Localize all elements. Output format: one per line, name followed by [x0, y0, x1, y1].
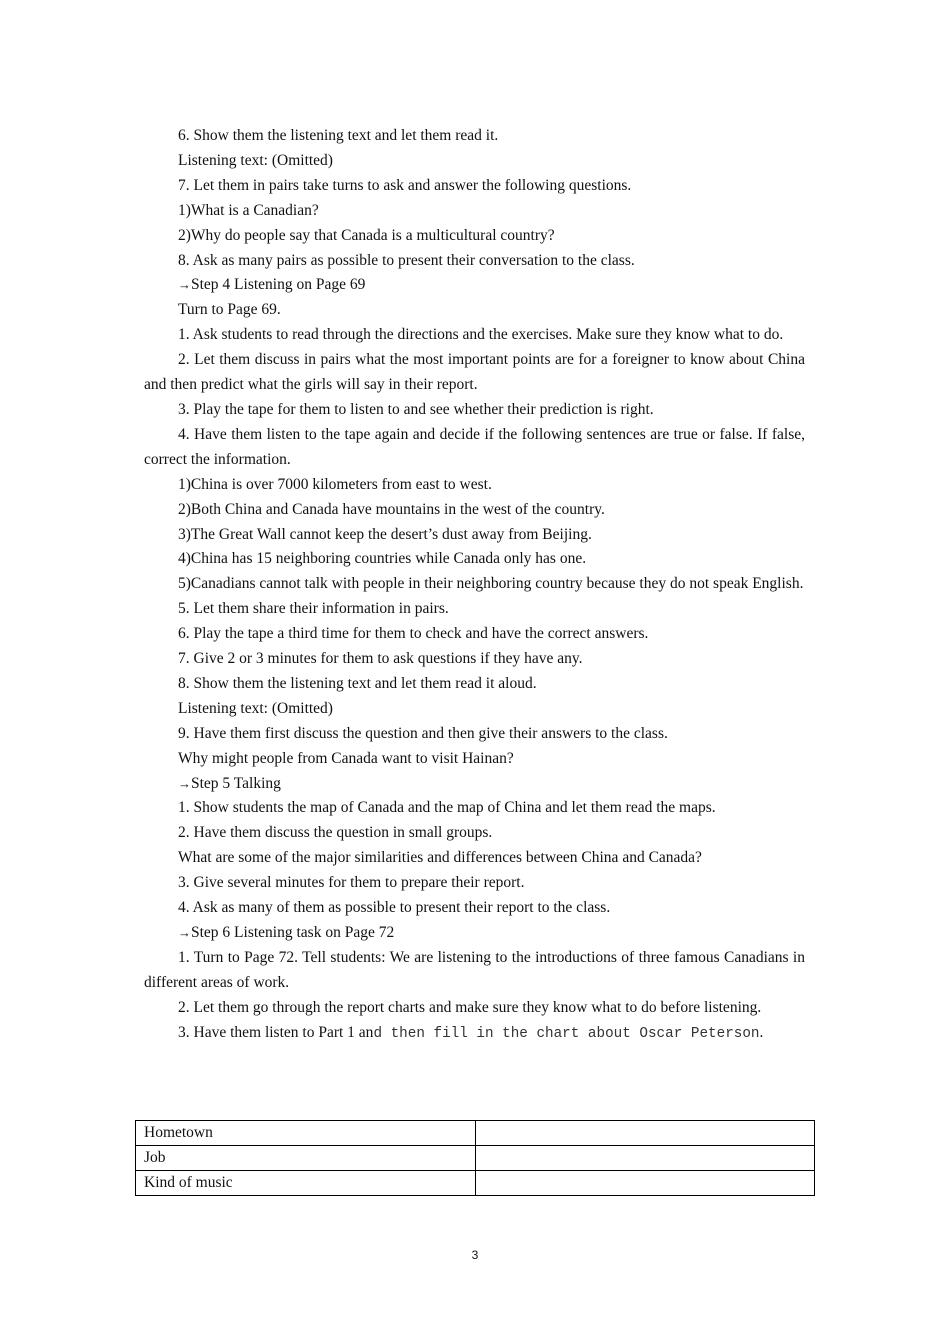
paragraph: 8. Show them the listening text and let them read it aloud. — [178, 674, 537, 692]
statement-item: 2)Both China and Canada have mountains in the west of the country. — [178, 500, 605, 518]
step-heading-text: Step 6 Listening task on Page 72 — [191, 924, 395, 941]
paragraph: 2. Let them discuss in pairs what the most important points are for a foreigner to know about China and then predict what the girls will say in their report. — [144, 351, 805, 394]
chart-row-label: Hometown — [136, 1121, 476, 1146]
statement-item: 1)China is over 7000 kilometers from east to west. — [178, 475, 492, 493]
paragraph: Listening text: (Omitted) — [178, 699, 333, 717]
paragraph: 7. Give 2 or 3 minutes for them to ask questions if they have any. — [178, 650, 583, 668]
chart-answer-cell[interactable] — [476, 1121, 815, 1146]
statement-item: 4)China has 15 neighboring countries while Canada only has one. — [178, 550, 587, 568]
paragraph-text-mono: d then fill in the chart about Oscar Peterson — [373, 1025, 760, 1042]
question-item: 1)What is a Canadian? — [178, 201, 319, 219]
paragraph-text-end: . — [759, 1023, 764, 1041]
paragraph: 3. Give several minutes for them to prepare their report. — [178, 874, 525, 892]
page-number: 3 — [471, 1248, 479, 1262]
paragraph-text: 3. Have them listen to Part 1 an — [178, 1023, 374, 1041]
paragraph: 4. Ask as many of them as possible to present their report to the class. — [178, 899, 611, 917]
paragraph: 6. Show them the listening text and let them read it. — [178, 127, 499, 144]
chart-row-label: Job — [136, 1146, 476, 1171]
paragraph: Why might people from Canada want to visit Hainan? — [178, 749, 514, 767]
document-body — [144, 124, 805, 1047]
paragraph: What are some of the major similarities and differences between China and Canada? — [178, 849, 702, 867]
paragraph — [144, 1021, 805, 1047]
paragraph: 5. Let them share their information in pairs. — [178, 600, 449, 618]
paragraph: 9. Have them first discuss the question and then give their answers to the class. — [178, 724, 668, 742]
chart-row-label: Kind of music — [136, 1171, 476, 1196]
step-heading-text: Step 4 Listening on Page 69 — [191, 276, 366, 294]
question-item: 2)Why do people say that Canada is a multicultural country? — [178, 226, 555, 244]
table-row — [136, 1121, 815, 1146]
arrow-icon: → — [178, 277, 191, 293]
statement-item: 5)Canadians cannot talk with people in their neighboring country because they do not speak English. — [178, 575, 804, 593]
step-heading — [144, 921, 805, 946]
statement-item: 3)The Great Wall cannot keep the desert’s dust away from Beijing. — [178, 525, 592, 543]
arrow-icon: → — [178, 925, 191, 940]
paragraph: 1. Ask students to read through the directions and the exercises. Make sure they know what to do. — [178, 326, 784, 344]
paragraph: 2. Let them go through the report charts and make sure they know what to do before listening. — [178, 998, 762, 1016]
paragraph: 2. Have them discuss the question in small groups. — [178, 824, 493, 842]
arrow-icon: → — [178, 775, 191, 791]
paragraph: 7. Let them in pairs take turns to ask and answer the following questions. — [178, 176, 632, 194]
table-row — [136, 1171, 815, 1196]
step-heading-text: Step 5 Talking — [191, 774, 281, 792]
step-heading — [144, 772, 805, 797]
paragraph: 3. Play the tape for them to listen to and see whether their prediction is right. — [178, 400, 654, 418]
chart-answer-cell[interactable] — [476, 1146, 815, 1171]
chart-answer-cell[interactable] — [476, 1171, 815, 1196]
report-chart — [135, 1120, 815, 1196]
paragraph: 1. Turn to Page 72. Tell students: We are listening to the introductions of three famous Canadians in different areas of work. — [144, 948, 805, 991]
paragraph: 8. Ask as many pairs as possible to present their conversation to the class. — [178, 251, 635, 269]
table-row — [136, 1146, 815, 1171]
paragraph: 6. Play the tape a third time for them to check and have the correct answers. — [178, 625, 649, 643]
paragraph: 1. Show students the map of Canada and the map of China and let them read the maps. — [178, 799, 716, 817]
step-heading — [144, 273, 805, 298]
paragraph: Turn to Page 69. — [178, 301, 281, 319]
paragraph: Listening text: (Omitted) — [178, 151, 333, 169]
paragraph: 4. Have them listen to the tape again and decide if the following sentences are true or false. If false, correct the information. — [144, 425, 805, 468]
